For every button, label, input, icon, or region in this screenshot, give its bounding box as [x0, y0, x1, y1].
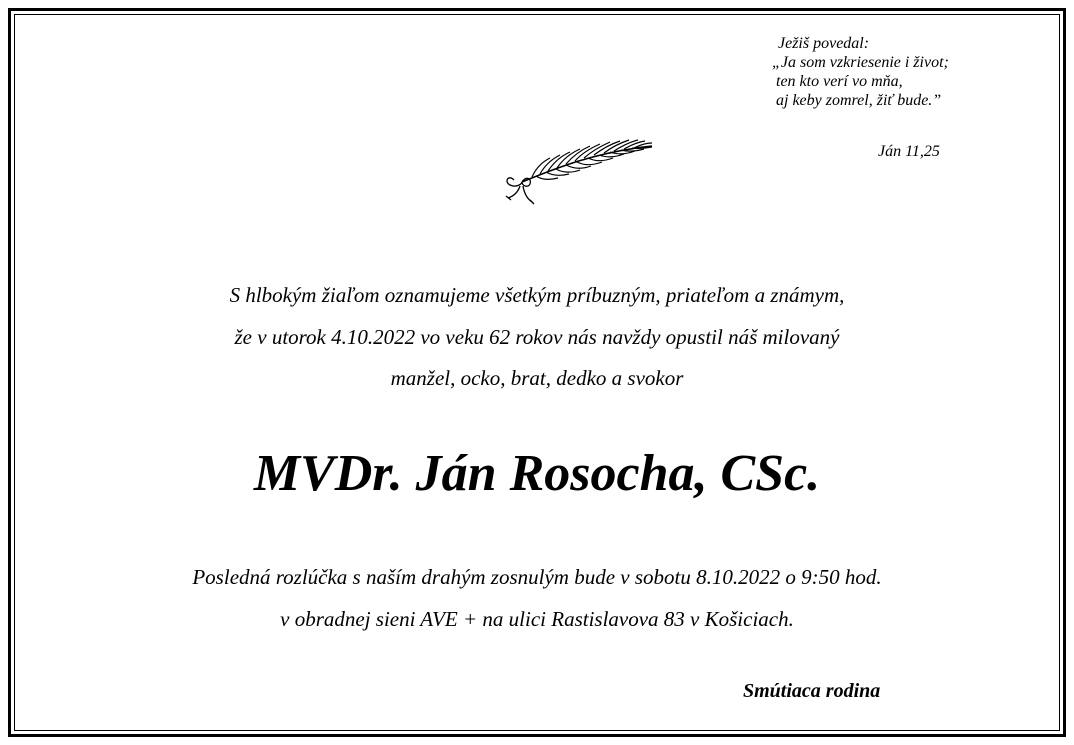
family-signature: Smútiaca rodina — [743, 680, 881, 702]
bible-quote — [772, 34, 949, 110]
announcement-line-2: že v utorok 4.10.2022 vo veku 62 rokov nás navždy opustil náš milovaný — [234, 325, 840, 349]
quote-reference: Ján 11,25 — [878, 143, 940, 160]
palm-branch-icon — [496, 130, 658, 210]
quote-line-2: „Ja som vzkriesenie i život; — [772, 54, 949, 71]
quote-line-3: ten kto verí vo mňa, — [776, 73, 903, 90]
quote-line-1: Ježiš povedal: — [778, 35, 870, 52]
announcement-line-3: manžel, ocko, brat, dedko a svokor — [390, 366, 684, 390]
farewell-line-2: v obradnej sieni AVE + na ulici Rastislavova 83 v Košiciach. — [280, 607, 794, 631]
announcement-line-1: S hlbokým žiaľom oznamujeme všetkým príbuzným, priateľom a známym, — [229, 283, 845, 307]
deceased-name: MVDr. Ján Rosocha, CSc. — [253, 445, 821, 502]
farewell-line-1: Posledná rozlúčka s naším drahým zosnulým bude v sobotu 8.10.2022 o 9:50 hod. — [192, 565, 882, 589]
quote-line-4: aj keby zomrel, žiť bude.” — [776, 92, 942, 109]
